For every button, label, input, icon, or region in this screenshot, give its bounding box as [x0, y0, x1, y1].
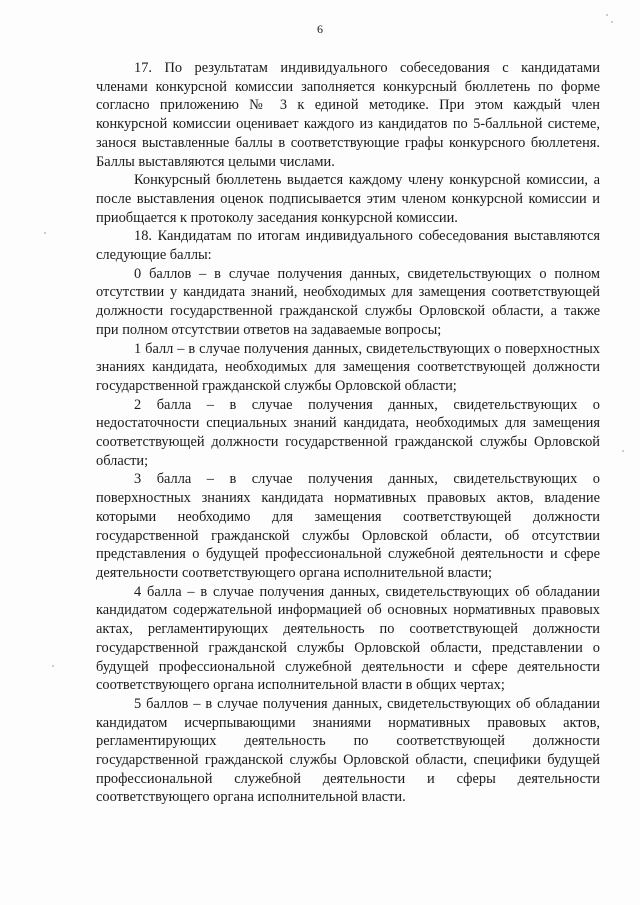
scan-speck — [44, 232, 46, 234]
score-1-paragraph: 1 балл – в случае получения данных, свидетельствующих о поверхностных знаниях кандидата, необходимых для замещения соответствующей должности государственной гражданской службы Орловской области; — [96, 340, 600, 394]
score-5-paragraph: 5 баллов – в случае получения данных, свидетельствующих об обладании кандидатом исчерпывающими знаниями нормативных правовых актов, регламентирующих деятельность по соответствующей должности государственной гражданской службы Орловской области, специфики будущей профессиональной служебной деятельности и сферы деятельности соответствующего органа исполнительной власти. — [96, 695, 600, 806]
scan-speck — [606, 14, 608, 16]
score-3-paragraph: 3 балла – в случае получения данных, свидетельствующих о поверхностных знаниях кандидата нормативных правовых актов, владение которыми необходимо для замещения соответствующей должности государственной гражданской службы Орловской области, об отсутствии представления о будущей профессиональной служебной деятельности и сфере деятельности соответствующего органа исполнительной власти; — [96, 471, 600, 581]
document-body — [96, 59, 600, 807]
score-0-paragraph: 0 баллов – в случае получения данных, свидетельствующих о полном отсутствии у кандидата знаний, необходимых для замещения соответствующей должности государственной гражданской службы Орловской области, а также при полном отсутствии ответов на задаваемые вопросы; — [96, 265, 600, 338]
score-4-paragraph: 4 балла – в случае получения данных, свидетельствующих об обладании кандидатом содержательной информацией об основных нормативных правовых актах, регламентирующих деятельность по соответствующей должности государственной гражданской службы Орловской области, представлении о будущей профессиональной служебной деятельности и сфере деятельности соответствующего органа исполнительной власти в общих чертах; — [96, 583, 600, 694]
scan-speck — [622, 450, 624, 452]
page-number: 6 — [317, 22, 323, 36]
paragraph-ballot: Конкурсный бюллетень выдается каждому члену конкурсной комиссии, а после выставления оценок подписывается этим членом конкурсной комиссии и приобщается к протоколу заседания конкурсной комиссии. — [96, 172, 600, 226]
score-2-paragraph: 2 балла – в случае получения данных, свидетельствующих о недостаточности специальных знаний кандидата, необходимых для замещения соответствующей должности государственной гражданской службы Орловской области; — [96, 396, 600, 469]
paragraph-18: 18. Кандидатам по итогам индивидуального собеседования выставляются следующие баллы: — [96, 228, 600, 264]
paragraph-17: 17. По результатам индивидуального собеседования с кандидатами членами конкурсной комиссии заполняется конкурсный бюллетень по форме согласно приложению № 3 к единой методике. При этом каждый член конкурсной комиссии оценивает каждого из кандидатов по 5-балльной системе, занося выставленные баллы в соответствующие графы конкурсного бюллетеня. Баллы выставляются целыми числами. — [96, 60, 600, 170]
scan-speck — [611, 21, 613, 23]
scan-speck — [52, 665, 54, 667]
